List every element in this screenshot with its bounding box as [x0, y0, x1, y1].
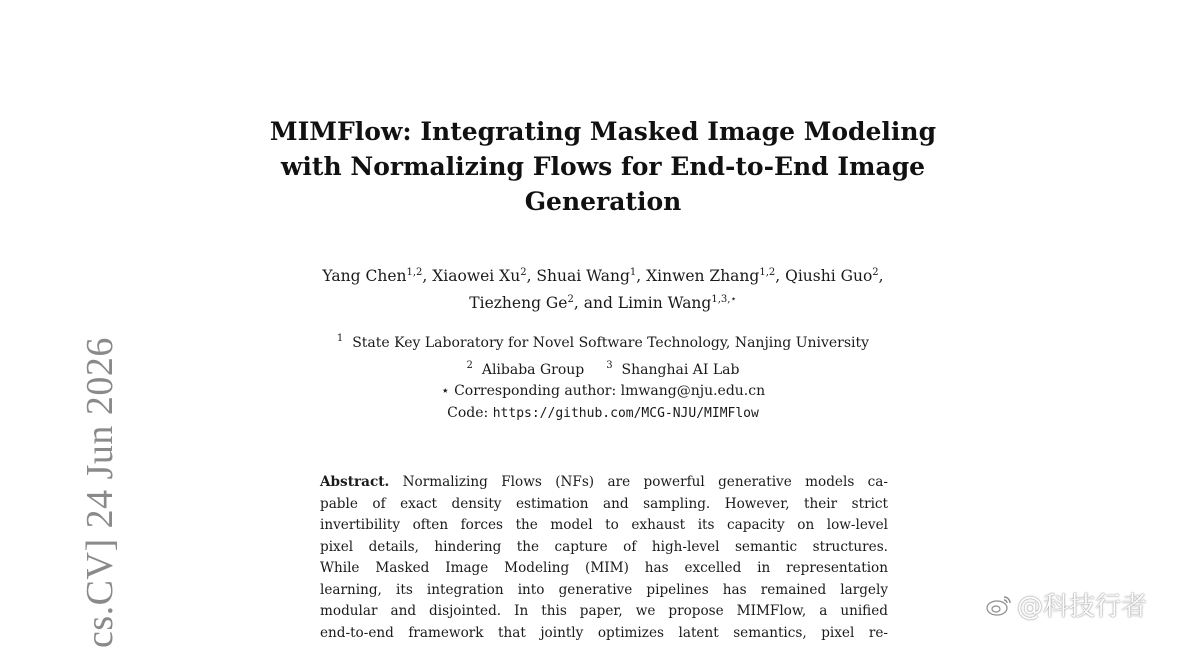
author-list [250, 261, 956, 315]
author-affil-mark: 2 [520, 267, 527, 278]
author-affil-mark: 2 [872, 267, 879, 278]
author-separator: , [878, 267, 884, 285]
abstract-line: pable of exact density estimation and sampling. However, their strict [320, 495, 888, 512]
author-line-1 [250, 261, 956, 288]
author-affil-mark: 1,2 [406, 267, 423, 278]
author-name: Shuai Wang [536, 267, 630, 285]
abstract-keyword: Abstract. [320, 474, 390, 490]
author-affil-mark: 1,3,⋆ [711, 294, 737, 305]
author-affil-mark: 1,2 [759, 267, 776, 278]
title-line-3: Generation [524, 187, 682, 216]
affil-mark: 1 [336, 333, 344, 344]
affil-mark: 2 [466, 359, 473, 371]
author-separator: , [636, 267, 647, 285]
author-affil-mark: 1 [629, 267, 637, 278]
author-separator: , [573, 294, 584, 312]
code-label: Code: [447, 404, 493, 421]
affiliation-1 [250, 328, 956, 355]
author-name: Xinwen Zhang [646, 267, 760, 285]
code-line [250, 403, 956, 425]
watermark [985, 586, 1147, 623]
affiliations [250, 328, 956, 424]
author-line-2 [250, 288, 956, 315]
author-name: Xiaowei Xu [432, 267, 521, 285]
affil-text: Alibaba Group [481, 361, 585, 378]
author-name: Tiezheng Ge [469, 294, 568, 312]
affiliation-2-3 [250, 355, 956, 382]
affil-text: Shanghai AI Lab [621, 361, 740, 378]
abstract-line: end-to-end framework that jointly optimizes latent semantics, pixel re- [320, 624, 888, 641]
abstract-line [320, 472, 888, 494]
arxiv-stamp: cs.CV] 24 Jun 2026 [79, 337, 121, 648]
author-separator: , [422, 267, 433, 285]
abstract-line: invertibility often forces the model to exhaust its capacity on low-level [320, 517, 888, 533]
abstract-line: While Masked Image Modeling (MIM) has excelled in representation [320, 560, 888, 576]
abstract-text: Normalizing Flows (NFs) are powerful generative models ca- [389, 474, 888, 490]
weibo-icon [985, 593, 1013, 617]
author-separator: , [775, 267, 786, 285]
abstract-line: modular and disjointed. In this paper, we propose MIMFlow, a unified [320, 603, 888, 619]
author-name: and Limin Wang [583, 294, 712, 312]
affil-mark: 3 [606, 359, 613, 371]
abstract-line: pixel details, hindering the capture of high-level semantic structures. [320, 538, 888, 555]
watermark-text: @科技行者 [1017, 592, 1148, 622]
abstract [320, 472, 888, 644]
paper-title [250, 114, 956, 219]
title-line-2: with Normalizing Flows for End-to-End Image [280, 152, 926, 181]
code-link[interactable]: https://github.com/MCG-NJU/MIMFlow [492, 405, 759, 421]
author-name: Qiushi Guo [785, 267, 873, 285]
author-name: Yang Chen [322, 267, 407, 285]
abstract-line: learning, its integration into generative pipelines has remained largely [320, 581, 888, 598]
author-affil-mark: 2 [567, 294, 574, 305]
affil-text: State Key Laboratory for Novel Software Technology, Nanjing University [352, 335, 870, 351]
title-line-1: MIMFlow: Integrating Masked Image Modeling [269, 117, 937, 146]
author-separator: , [526, 267, 537, 285]
corresponding-author: ⋆ Corresponding author: lmwang@nju.edu.cn [440, 383, 766, 399]
